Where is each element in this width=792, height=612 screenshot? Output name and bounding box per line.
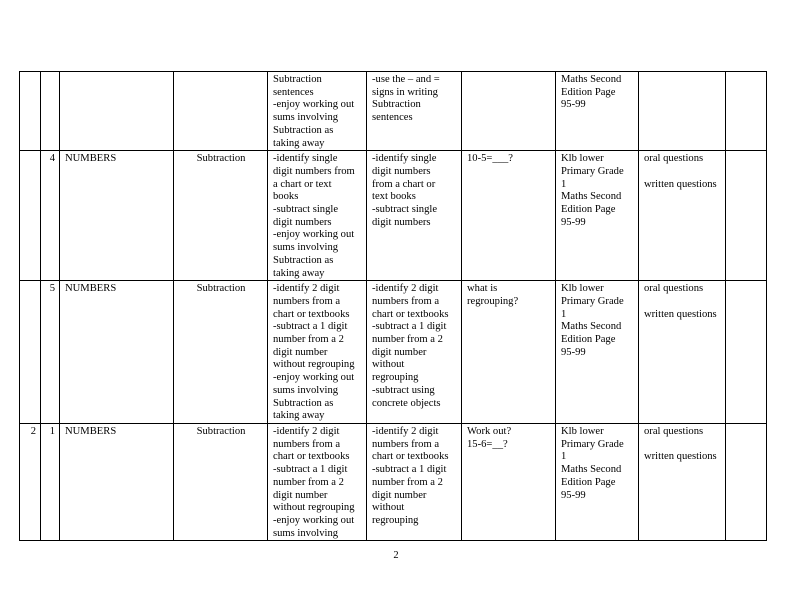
assessment-cell: oral questions written questions: [639, 281, 726, 424]
remarks-cell: [726, 72, 767, 151]
strand-cell: NUMBERS: [60, 151, 174, 281]
learning-experiences-cell: -identify 2 digit numbers from a chart or textbooks -subtract a 1 digit number from a 2 digit number without regrouping: [367, 423, 462, 540]
inquiry-question-cell: [462, 72, 556, 151]
table-row: [20, 423, 767, 540]
remarks-cell: [726, 151, 767, 281]
assessment-cell: oral questions written questions: [639, 423, 726, 540]
lesson-cell: [41, 72, 60, 151]
remarks-cell: [726, 423, 767, 540]
learning-experiences-cell: -identify single digit numbers from a chart or text books -subtract single digit numbers: [367, 151, 462, 281]
inquiry-question-cell: Work out? 15-6=__?: [462, 423, 556, 540]
inquiry-question-cell: what is regrouping?: [462, 281, 556, 424]
learning-outcomes-cell: -identify 2 digit numbers from a chart or textbooks -subtract a 1 digit number from a 2 digit number without regrouping -enjoy working out sums involving Subtraction as taking away: [268, 281, 367, 424]
learning-resources-cell: Klb lower Primary Grade 1 Maths Second Edition Page 95-99: [556, 281, 639, 424]
page-number: 2: [393, 550, 399, 561]
assessment-cell: oral questions written questions: [639, 151, 726, 281]
table-row: [20, 72, 767, 151]
table-row: [20, 281, 767, 424]
lesson-cell: 5: [41, 281, 60, 424]
strand-cell: NUMBERS: [60, 423, 174, 540]
learning-outcomes-cell: -identify 2 digit numbers from a chart or textbooks -subtract a 1 digit number from a 2 digit number without regrouping -enjoy working out sums involving: [268, 423, 367, 540]
table-row: [20, 151, 767, 281]
assessment-cell: [639, 72, 726, 151]
sub-strand-cell: Subtraction: [174, 423, 268, 540]
learning-resources-cell: Klb lower Primary Grade 1 Maths Second Edition Page 95-99: [556, 151, 639, 281]
learning-outcomes-cell: -identify single digit numbers from a chart or text books -subtract single digit numbers -enjoy working out sums involving Subtraction as taking away: [268, 151, 367, 281]
week-cell: [20, 281, 41, 424]
learning-resources-cell: Maths Second Edition Page 95-99: [556, 72, 639, 151]
strand-cell: [60, 72, 174, 151]
lesson-cell: 1: [41, 423, 60, 540]
learning-outcomes-cell: Subtraction sentences -enjoy working out sums involving Subtraction as taking away: [268, 72, 367, 151]
sub-strand-cell: [174, 72, 268, 151]
inquiry-question-cell: 10-5=___?: [462, 151, 556, 281]
week-cell: [20, 151, 41, 281]
week-cell: 2: [20, 423, 41, 540]
sub-strand-cell: Subtraction: [174, 281, 268, 424]
learning-experiences-cell: -identify 2 digit numbers from a chart or textbooks -subtract a 1 digit number from a 2 digit number without regrouping -subtract using concrete objects: [367, 281, 462, 424]
week-cell: [20, 72, 41, 151]
learning-experiences-cell: -use the – and = signs in writing Subtraction sentences: [367, 72, 462, 151]
lesson-cell: 4: [41, 151, 60, 281]
scheme-of-work-table: [19, 71, 767, 541]
learning-resources-cell: Klb lower Primary Grade 1 Maths Second Edition Page 95-99: [556, 423, 639, 540]
remarks-cell: [726, 281, 767, 424]
sub-strand-cell: Subtraction: [174, 151, 268, 281]
strand-cell: NUMBERS: [60, 281, 174, 424]
